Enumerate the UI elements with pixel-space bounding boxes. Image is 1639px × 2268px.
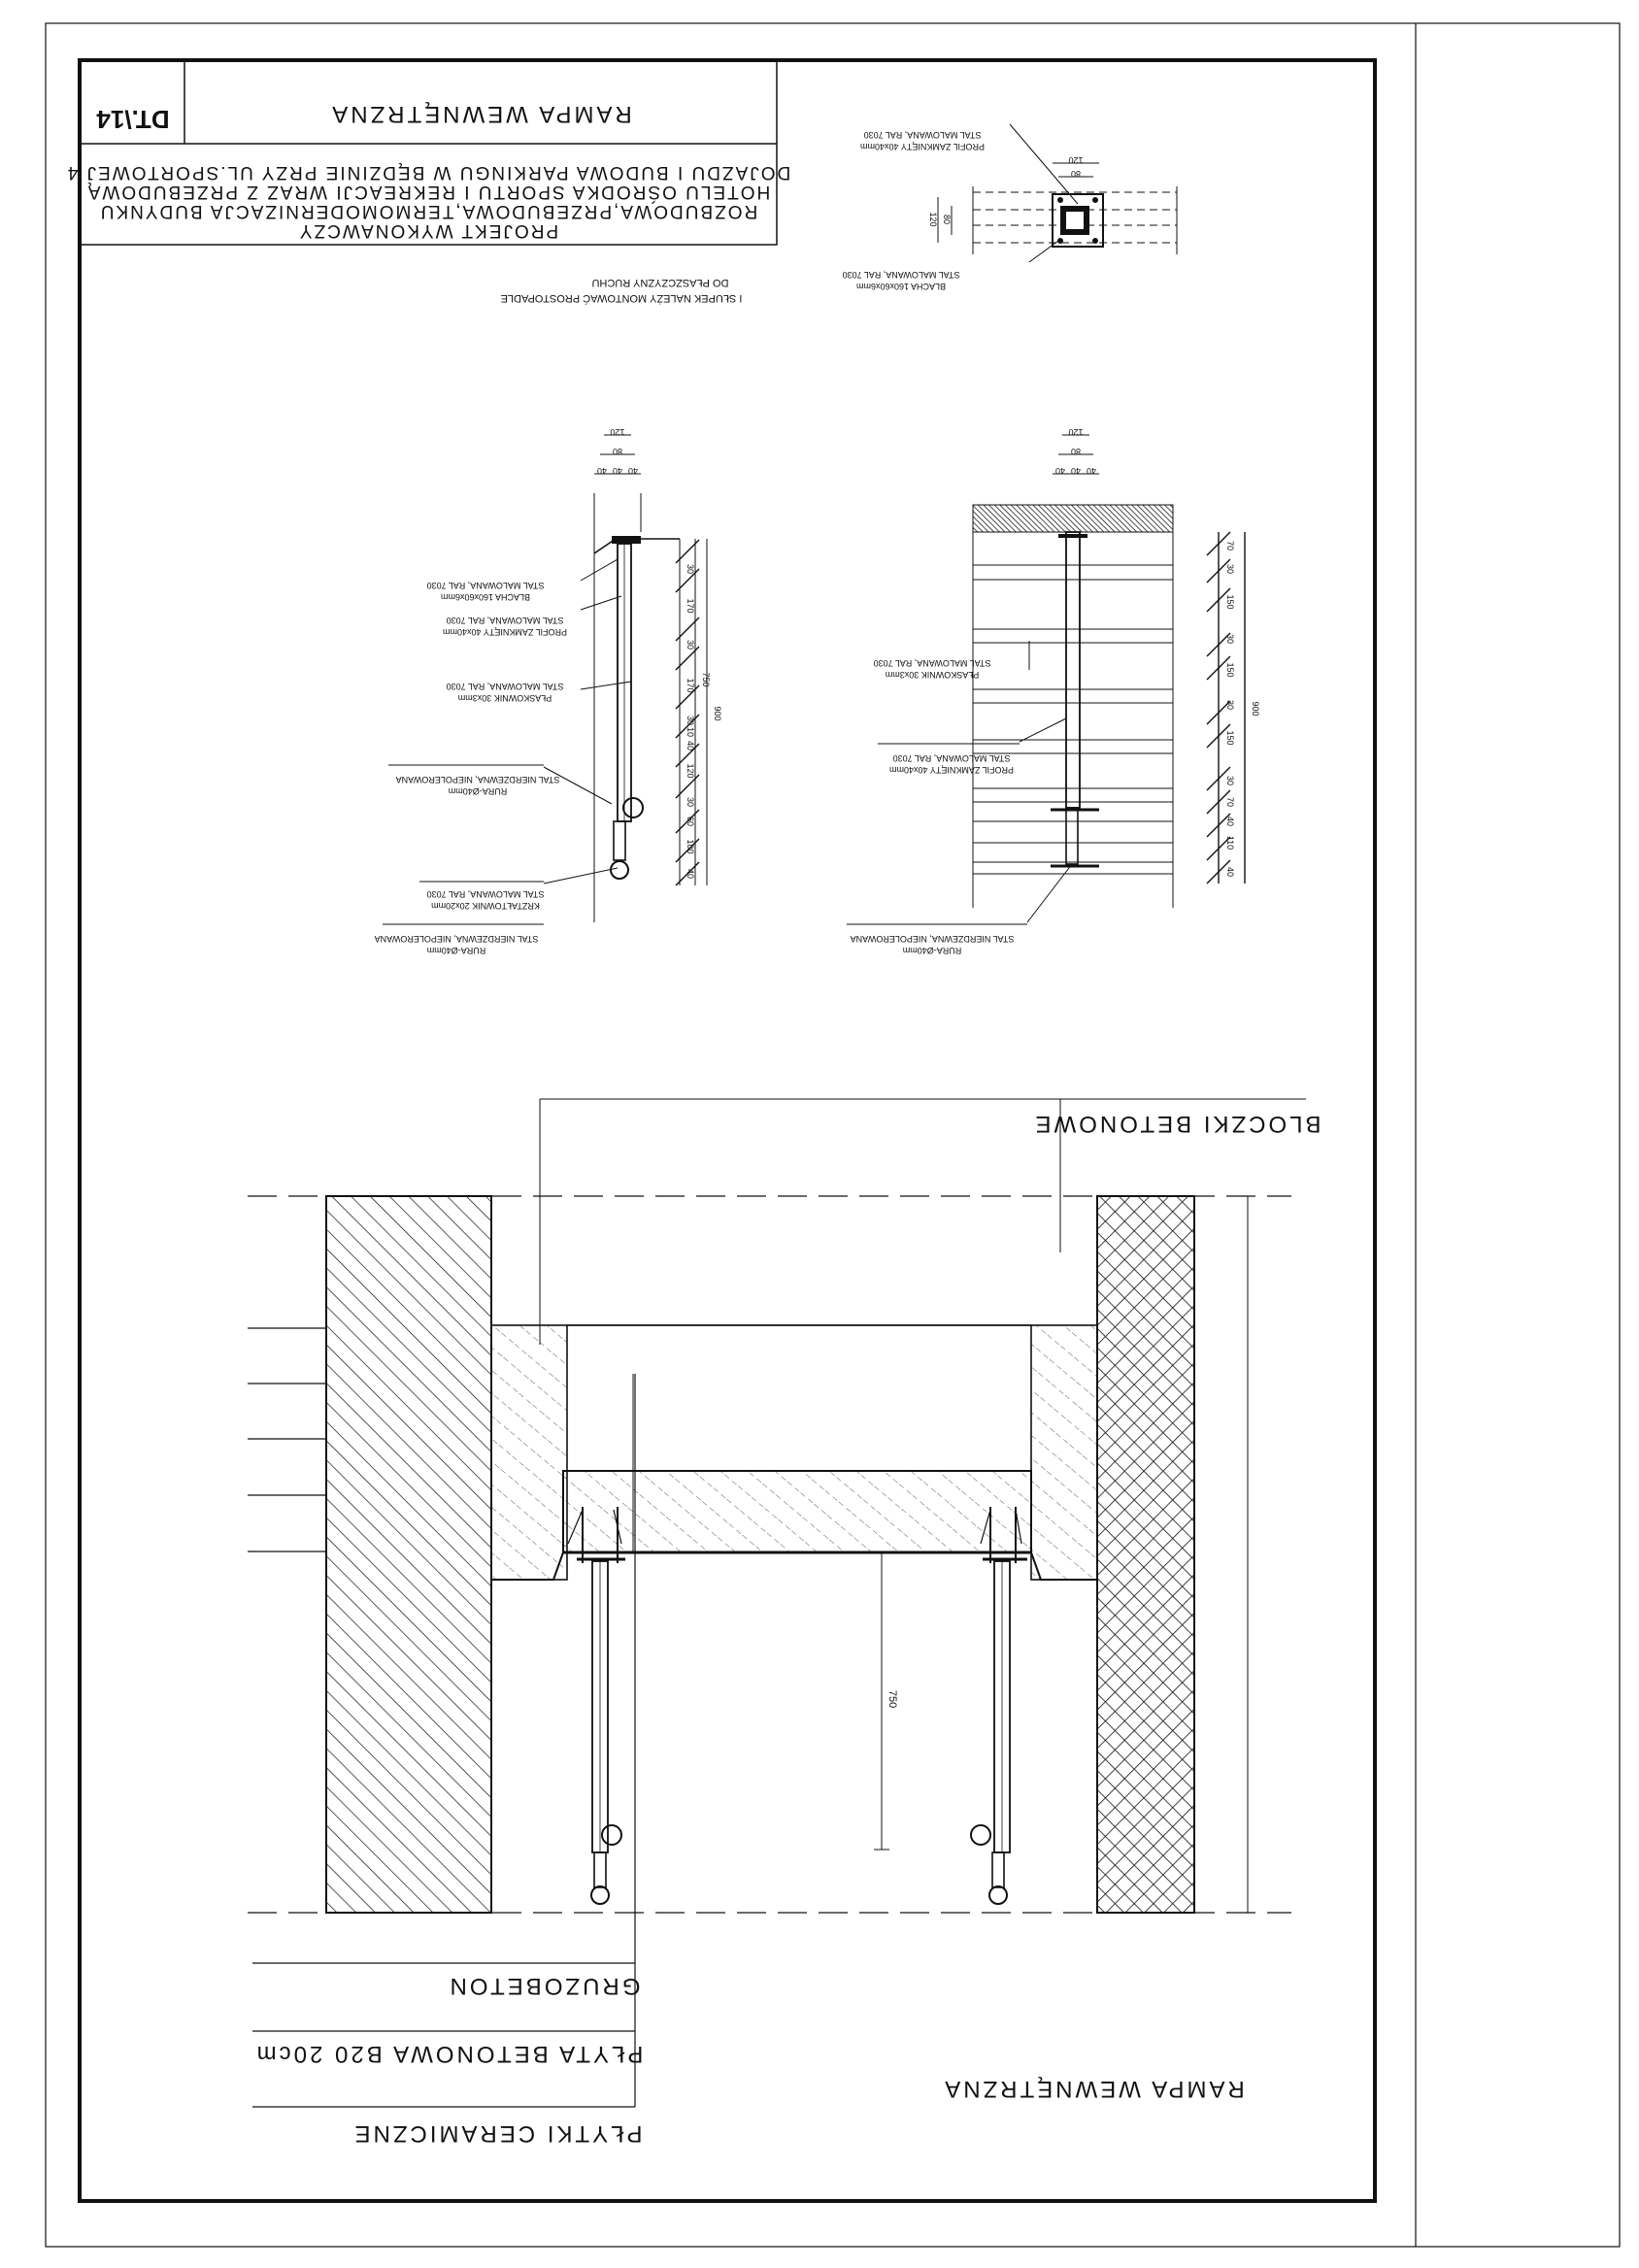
side-blacha-finish: STAL MALOWANA, RAL 7030 [426,581,545,590]
side-handrail-lower [611,861,628,879]
plyta-label: PŁYTA BETONOWA B20 20cm [253,2041,644,2067]
front-profil-label: PROFIL ZAMKNIĘTY 40x40mm [888,765,1015,775]
side-dim-3: 60 [686,816,695,827]
side-dim-4: 30 [686,796,695,808]
side-plaskownik-label: PŁASKOWNIK 30x3mm [457,693,552,703]
front-dim-1: 40 [1225,866,1235,878]
plan-profil-finish: STAL MALOWANA, RAL 7030 [863,130,982,140]
front-dim-10: 150 [1225,594,1235,610]
side-dim-1: 40 [686,868,695,880]
side-top-dim-c: 40 [627,466,639,476]
side-profil-finish: STAL MALOWANA, RAL 7030 [446,616,564,625]
front-rura-finish: STAL NIERDZEWNA, NIEPOLEROWANA [850,934,1015,944]
plan-blacha-label: BLACHA 160x60x6mm [855,282,947,291]
side-dim-11: 170 [686,598,695,614]
front-dim-11: 30 [1225,563,1235,575]
front-top-dim-120: 120 [1068,427,1084,437]
mounting-note-line-1: I SŁUPEK NALEŻY MONTOWAĆ PROSTOPADLE [500,292,743,304]
plan-detail [843,124,1177,291]
railing-right [971,1507,1027,1904]
ramp-section [248,1099,1321,2147]
front-dim-5: 30 [1225,775,1235,786]
side-dim-900: 900 [713,706,722,721]
front-dim-6: 150 [1225,730,1235,746]
blocks-label: BLOCZKI BETONOWE [1032,1111,1321,1137]
front-top-dim-b: 40 [1070,466,1082,476]
front-dim-4: 70 [1225,796,1235,808]
project-type: PROJEKT WYKONAWCZY [297,220,559,241]
side-dim-5: 120 [686,763,695,779]
mounting-note-line-2: DO PŁASZCZYZNY RUCHU [591,277,729,288]
section-dim-750: 750 [886,1689,898,1709]
side-dim-8: 30 [686,715,695,726]
project-line-1: ROZBUDOWA,PRZEBUDOWA,TERMOMODERNIZACJA BUDYNKU [98,201,758,221]
ceramic-brick-wall [326,1196,491,1913]
side-dim-9: 170 [686,678,695,693]
side-plaskownik-finish: STAL MALOWANA, RAL 7030 [446,682,564,691]
plytki-label: PŁYTKI CERAMICZNE [351,2120,643,2147]
front-dim-2: 110 [1225,835,1235,850]
mounting-note [501,277,743,305]
concrete-block-wall [1097,1196,1194,1913]
title-block [66,60,790,245]
side-kratownik-label: KRZTAŁTOWNIK 20x20mm [431,901,540,911]
side-top-dim-b: 40 [612,466,623,476]
front-profil-finish: STAL MALOWANA, RAL 7030 [892,753,1011,763]
ramp-section-label: RAMPA WEWNĘTRZNA [942,2076,1245,2102]
front-dim-7: 30 [1225,699,1235,711]
plan-dim-120-v: 120 [928,212,938,227]
front-dim-12: 70 [1225,540,1235,551]
plan-blacha-finish: STAL MALOWANA, RAL 7030 [842,270,960,280]
side-view-detail [375,427,722,955]
front-plaskownik-label: PŁASKOWNIK 30x3mm [885,670,980,680]
side-dim-12: 30 [686,563,695,575]
front-top-dim-c: 40 [1086,466,1097,476]
side-blacha-label: BLACHA 160x60x6mm [440,592,531,602]
side-rura-mid-finish: STAL NIERDZEWNA, NIEPOLEROWANA [395,775,560,784]
front-dim-8: 150 [1225,662,1235,678]
front-dim-900: 900 [1251,701,1260,717]
front-slab [973,505,1173,532]
side-dim-6: 40 [686,740,695,751]
infill-left [491,1325,567,1580]
plan-profil-label: PROFIL ZAMKNIĘTY 40x40mm [859,142,986,151]
side-profil-label: PROFIL ZAMKNIĘTY 40x40mm [442,627,568,637]
front-rura-label: RURA-Ø40mm [902,946,962,955]
side-dim-2: 100 [686,839,695,854]
front-top-dim-80: 80 [1070,447,1082,456]
plan-dim-80-v: 80 [942,214,952,225]
side-top-plate [612,536,641,544]
side-top-dim-80: 80 [612,447,623,456]
side-dim-750: 750 [701,672,711,687]
front-plaskownik-finish: STAL MALOWANA, RAL 7030 [873,658,991,668]
infill-right [1031,1325,1097,1580]
side-kratownik-finish: STAL MALOWANA, RAL 7030 [426,889,545,899]
side-handrail-upper [623,798,643,817]
railing-left [568,1507,625,1904]
drawing-title: RAMPA WEWNĘTRZNA [329,101,632,127]
side-dim-10: 30 [686,639,695,650]
side-rura-lower-finish: STAL NIERDZEWNA, NIEPOLEROWANA [374,934,539,944]
front-post [1066,532,1080,808]
floor-layer-leaders [248,1328,326,1551]
plan-dim-120: 120 [1068,155,1084,165]
project-line-3: DOJAZDU I BUDOWA PARKINGU W BĘDZINIE PRZY UL.SPORTOWEJ 4 [65,162,791,183]
side-top-dim-a: 40 [596,466,608,476]
sheet-code: DT.\14 [96,105,170,134]
side-rura-lower-label: RURA-Ø40mm [426,946,486,955]
gruzobeton-label: GRUZOBETON [447,1973,641,1999]
front-view-detail [847,427,1260,955]
plan-dim-80: 80 [1070,169,1082,179]
front-dim-9: 30 [1225,633,1235,645]
side-dim-7: 10 [686,726,695,738]
side-top-dim-120: 120 [610,427,625,437]
project-line-2: HOTELU OŚRODKA SPORTU I REKREACJI WRAZ Z PRZEBUDOWĄ [85,182,771,202]
side-rura-mid-label: RURA-Ø40mm [448,786,508,796]
front-dim-3: 40 [1225,816,1235,827]
front-top-dim-a: 40 [1054,466,1066,476]
